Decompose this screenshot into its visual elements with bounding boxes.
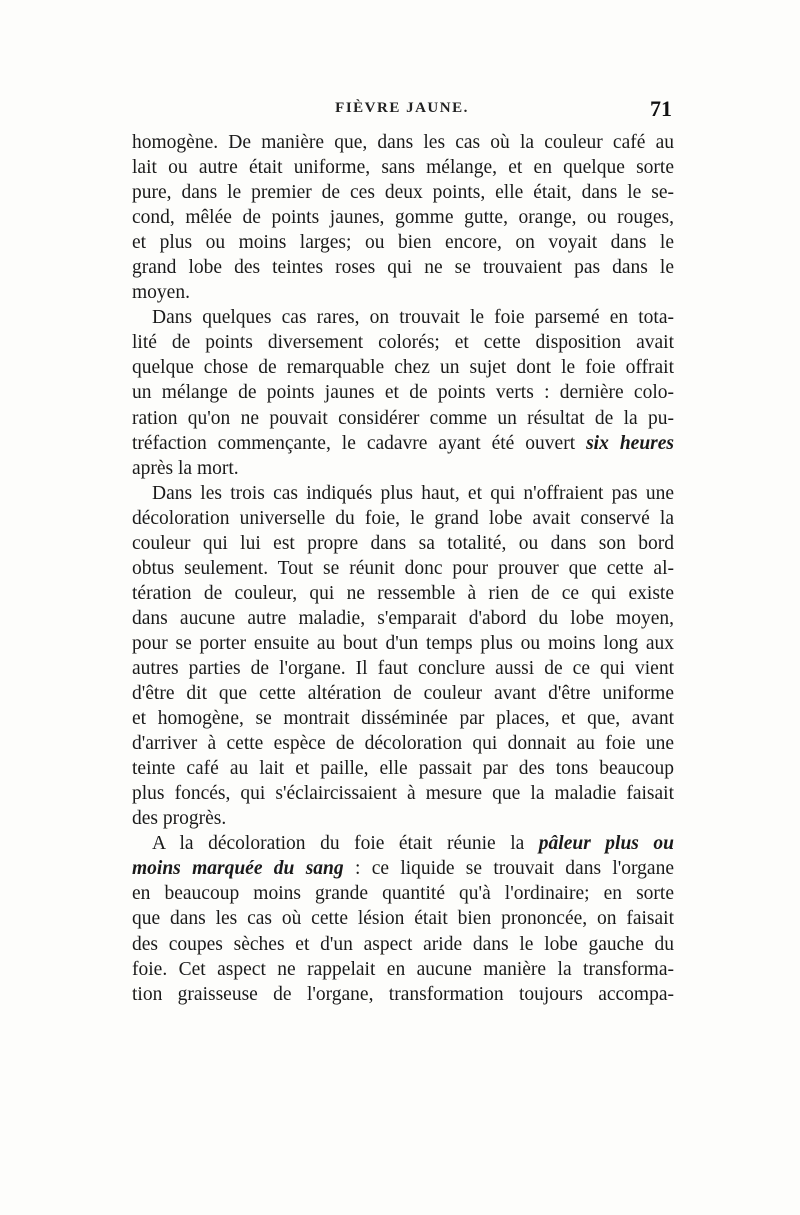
text-line	[132, 431, 674, 456]
text-line: obtus seulement. Tout se réunit donc pour prouver que cette al-	[132, 557, 674, 579]
text-line: des coupes sèches et d'un aspect aride dans le lobe gauche du	[132, 933, 674, 955]
text-line: tération de couleur, qui ne ressemble à rien de ce qui existe	[132, 582, 674, 604]
text-line: décoloration universelle du foie, le grand lobe avait conservé la	[132, 507, 674, 529]
text-line: que dans les cas où cette lésion était bien prononcée, on faisait	[132, 908, 674, 930]
text-line: foie. Cet aspect ne rappelait en aucune manière la transforma-	[132, 958, 674, 980]
text-line-roman: A la décoloration du foie était réunie la	[152, 833, 539, 855]
text-line: couleur qui lui est propre dans sa totalité, ou dans son bord	[132, 532, 674, 554]
paragraph-start-line	[132, 831, 674, 856]
text-line: dans aucune autre maladie, s'emparait d'abord du lobe moyen,	[132, 607, 674, 629]
text-line: autres parties de l'organe. Il faut conclure aussi de ce qui vient	[132, 657, 674, 679]
text-line: pour se porter ensuite au bout d'un temps plus ou moins long aux	[132, 632, 674, 654]
paragraph-start-line: Dans les trois cas indiqués plus haut, et qui n'offraient pas une	[152, 482, 674, 504]
text-line: grand lobe des teintes roses qui ne se trouvaient pas dans le	[132, 257, 674, 279]
text-line: homogène. De manière que, dans les cas où la couleur café au	[132, 132, 674, 153]
text-line: teinte café au lait et paille, elle passait par des tons beaucoup	[132, 758, 674, 780]
text-line: ration qu'on ne pouvait considérer comme un résultat de la pu-	[132, 407, 674, 429]
text-line: tion graisseuse de l'organe, transformation toujours accompa-	[132, 983, 674, 1005]
text-line: d'être dit que cette altération de couleur avant d'être uniforme	[132, 683, 674, 705]
text-line: moyen.	[132, 282, 190, 304]
text-line: plus foncés, qui s'éclaircissaient à mesure que la maladie faisait	[132, 783, 674, 805]
italic-emphasis: pâleur plus ou	[538, 833, 674, 855]
text-line: et homogène, se montrait disséminée par places, et que, avant	[132, 708, 674, 730]
running-title: FIÈVRE JAUNE.	[335, 100, 469, 116]
text-line: lité de points diversement colorés; et cette disposition avait	[132, 332, 674, 354]
paragraph-start-line: Dans quelques cas rares, on trouvait le foie parsemé en tota-	[152, 307, 674, 329]
text-line: après la mort.	[132, 457, 239, 479]
text-line: d'arriver à cette espèce de décoloration qui donnait au foie une	[132, 733, 674, 755]
text-line: et plus ou moins larges; ou bien encore, on voyait dans le	[132, 232, 674, 254]
text-line: pure, dans le premier de ces deux points, elle était, dans le se-	[132, 182, 674, 204]
text-line-roman: : ce liquide se trouvait dans l'organe	[343, 858, 674, 880]
text-line-roman: tréfaction commençante, le cadavre ayant été ouvert	[132, 432, 587, 454]
italic-emphasis: moins marquée du sang	[132, 858, 344, 880]
text-line	[132, 856, 674, 881]
text-line: lait ou autre était uniforme, sans mélange, et en quelque sorte	[132, 157, 674, 179]
page-number: 71	[650, 96, 672, 121]
text-line: un mélange de points jaunes et de points verts : dernière colo-	[132, 382, 674, 404]
text-line: quelque chose de remarquable chez un sujet dont le foie offrait	[132, 357, 674, 379]
italic-emphasis: six heures	[586, 432, 674, 454]
text-line: des progrès.	[132, 808, 227, 830]
text-line: cond, mêlée de points jaunes, gomme gutte, orange, ou rouges,	[132, 207, 674, 229]
body-text	[132, 130, 674, 1007]
text-line: en beaucoup moins grande quantité qu'à l'ordinaire; en sorte	[132, 883, 674, 905]
running-head	[132, 96, 672, 122]
